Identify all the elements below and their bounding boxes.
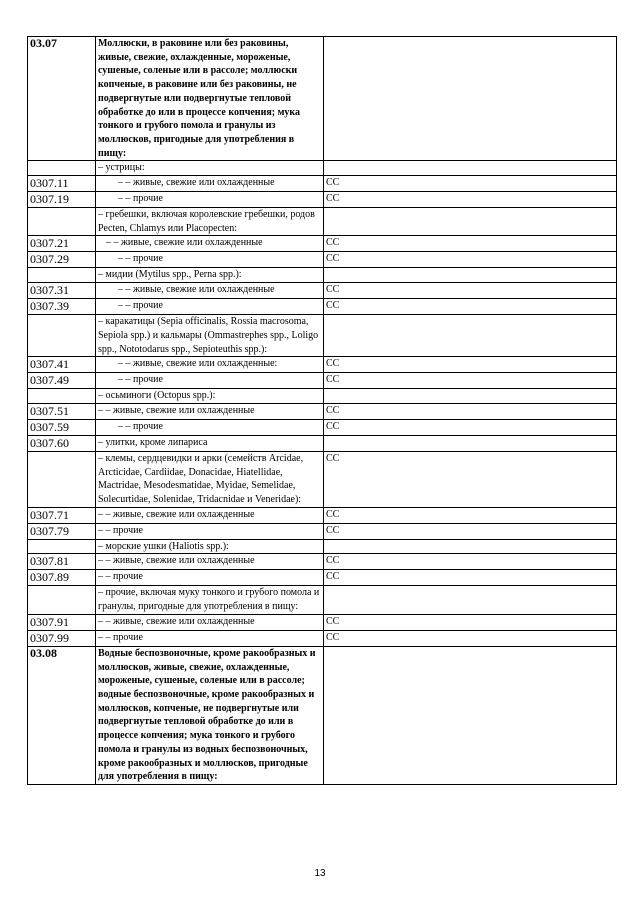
condition-cell: CC bbox=[324, 357, 617, 373]
description-cell: – – прочие bbox=[96, 570, 324, 586]
tariff-code-cell bbox=[28, 389, 96, 404]
description-cell: – – прочие bbox=[96, 252, 324, 268]
table-row bbox=[28, 539, 617, 554]
description-cell: – – живые, свежие или охлажденные bbox=[96, 507, 324, 523]
description-cell: – морские ушки (Haliotis spp.): bbox=[96, 539, 324, 554]
tariff-code-cell: 0307.71 bbox=[28, 507, 96, 523]
table-row bbox=[28, 299, 617, 315]
table-row bbox=[28, 570, 617, 586]
description-cell: Моллюски, в раковине или без раковины, живые, свежие, охлажденные, мороженые, сушеные, соленые или в рассоле; моллюски копченые, в раковине или без раковины, не подвергнутые или подвергнутые тепловой обработке до или в процессе копчения; мука тонкого и грубого помола и гранулы из моллюсков, пригодные для употребления в пищу: bbox=[96, 37, 324, 161]
table-row bbox=[28, 192, 617, 208]
description-cell: – – живые, свежие или охлажденные bbox=[96, 283, 324, 299]
table-row bbox=[28, 451, 617, 507]
description-cell: – – живые, свежие или охлажденные bbox=[96, 614, 324, 630]
description-cell: – – живые, свежие или охлажденные bbox=[96, 554, 324, 570]
tariff-code-cell: 03.08 bbox=[28, 646, 96, 784]
description-cell: – – прочие bbox=[96, 630, 324, 646]
table-row bbox=[28, 236, 617, 252]
description-cell: – прочие, включая муку тонкого и грубого помола и гранулы, пригодные для употребления в пищу: bbox=[96, 586, 324, 614]
tariff-code-cell: 0307.11 bbox=[28, 176, 96, 192]
table-row bbox=[28, 252, 617, 268]
description-cell: – гребешки, включая королевские гребешки, родов Pecten, Chlamys или Placopecten: bbox=[96, 208, 324, 236]
tariff-table-body bbox=[28, 37, 617, 785]
condition-cell: CC bbox=[324, 403, 617, 419]
condition-cell: CC bbox=[324, 283, 617, 299]
description-cell: – каракатицы (Sepia officinalis, Rossia macrosoma, Sepiola spp.) и кальмары (Ommastrephes spp., Loligo spp., Nototodarus spp., Sepioteuthis spp.): bbox=[96, 315, 324, 357]
tariff-code-cell: 0307.60 bbox=[28, 435, 96, 451]
condition-cell bbox=[324, 37, 617, 161]
table-row bbox=[28, 614, 617, 630]
tariff-code-cell: 0307.79 bbox=[28, 523, 96, 539]
description-cell: – – живые, свежие или охлажденные bbox=[96, 403, 324, 419]
description-cell: – – живые, свежие или охлажденные bbox=[96, 236, 324, 252]
description-cell: – улитки, кроме липариса bbox=[96, 435, 324, 451]
description-cell: – – прочие bbox=[96, 373, 324, 389]
table-row bbox=[28, 268, 617, 283]
condition-cell: CC bbox=[324, 554, 617, 570]
tariff-code-cell bbox=[28, 268, 96, 283]
table-row bbox=[28, 554, 617, 570]
condition-cell bbox=[324, 586, 617, 614]
condition-cell bbox=[324, 539, 617, 554]
tariff-code-cell bbox=[28, 451, 96, 507]
table-row bbox=[28, 315, 617, 357]
tariff-code-cell bbox=[28, 208, 96, 236]
tariff-code-cell: 0307.81 bbox=[28, 554, 96, 570]
table-row bbox=[28, 373, 617, 389]
table-row bbox=[28, 208, 617, 236]
condition-cell: CC bbox=[324, 192, 617, 208]
table-row bbox=[28, 419, 617, 435]
condition-cell: CC bbox=[324, 419, 617, 435]
tariff-code-cell: 0307.51 bbox=[28, 403, 96, 419]
table-row bbox=[28, 283, 617, 299]
condition-cell: CC bbox=[324, 176, 617, 192]
condition-cell bbox=[324, 208, 617, 236]
condition-cell bbox=[324, 646, 617, 784]
tariff-code-cell bbox=[28, 161, 96, 176]
condition-cell: CC bbox=[324, 614, 617, 630]
description-cell: – – живые, свежие или охлажденные: bbox=[96, 357, 324, 373]
table-row bbox=[28, 507, 617, 523]
condition-cell: CC bbox=[324, 570, 617, 586]
condition-cell: CC bbox=[324, 523, 617, 539]
table-row bbox=[28, 523, 617, 539]
tariff-code-cell: 0307.39 bbox=[28, 299, 96, 315]
tariff-code-cell: 0307.29 bbox=[28, 252, 96, 268]
condition-cell bbox=[324, 435, 617, 451]
tariff-table bbox=[27, 36, 617, 785]
table-row bbox=[28, 176, 617, 192]
tariff-code-cell: 0307.19 bbox=[28, 192, 96, 208]
condition-cell bbox=[324, 268, 617, 283]
description-cell: – мидии (Mytilus spp., Perna spp.): bbox=[96, 268, 324, 283]
description-cell: – – прочие bbox=[96, 299, 324, 315]
table-row bbox=[28, 161, 617, 176]
description-cell: – – прочие bbox=[96, 419, 324, 435]
description-cell: Водные беспозвоночные, кроме ракообразных и моллюсков, живые, свежие, охлажденные, мороженые, сушеные, соленые или в рассоле; водные беспозвоночные, кроме ракообразных и моллюсков, копченые, не подвергнутые или подвергнутые тепловой обработке до или в процессе копчения; мука тонкого и грубого помола и гранулы из водных беспозвоночных, кроме ракообразных и моллюсков, пригодные для употребления в пищу: bbox=[96, 646, 324, 784]
tariff-code-cell: 0307.99 bbox=[28, 630, 96, 646]
condition-cell bbox=[324, 161, 617, 176]
condition-cell: CC bbox=[324, 373, 617, 389]
condition-cell: CC bbox=[324, 252, 617, 268]
condition-cell: CC bbox=[324, 630, 617, 646]
tariff-code-cell: 0307.21 bbox=[28, 236, 96, 252]
table-row bbox=[28, 586, 617, 614]
table-row bbox=[28, 403, 617, 419]
page-number: 13 bbox=[314, 868, 326, 879]
description-cell: – осьминоги (Octopus spp.): bbox=[96, 389, 324, 404]
table-row bbox=[28, 357, 617, 373]
table-row bbox=[28, 630, 617, 646]
heading-row bbox=[28, 37, 617, 161]
tariff-code-cell bbox=[28, 586, 96, 614]
description-cell: – – прочие bbox=[96, 523, 324, 539]
tariff-code-cell: 0307.41 bbox=[28, 357, 96, 373]
description-cell: – – прочие bbox=[96, 192, 324, 208]
condition-cell bbox=[324, 315, 617, 357]
heading-row bbox=[28, 646, 617, 784]
tariff-code-cell: 0307.31 bbox=[28, 283, 96, 299]
tariff-code-cell bbox=[28, 539, 96, 554]
table-row bbox=[28, 435, 617, 451]
tariff-code-cell: 0307.89 bbox=[28, 570, 96, 586]
table-row bbox=[28, 389, 617, 404]
tariff-code-cell: 0307.59 bbox=[28, 419, 96, 435]
condition-cell: CC bbox=[324, 451, 617, 507]
condition-cell: CC bbox=[324, 236, 617, 252]
condition-cell bbox=[324, 389, 617, 404]
tariff-code-cell bbox=[28, 315, 96, 357]
condition-cell: CC bbox=[324, 507, 617, 523]
tariff-code-cell: 03.07 bbox=[28, 37, 96, 161]
tariff-code-cell: 0307.91 bbox=[28, 614, 96, 630]
description-cell: – устрицы: bbox=[96, 161, 324, 176]
tariff-code-cell: 0307.49 bbox=[28, 373, 96, 389]
description-cell: – – живые, свежие или охлажденные bbox=[96, 176, 324, 192]
condition-cell: CC bbox=[324, 299, 617, 315]
description-cell: – клемы, сердцевидки и арки (семейств Arcidae, Arcticidae, Cardiidae, Donacidae, Hiatellidae, Mactridae, Mesodesmatidae, Myidae, Semelidae, Solecurtidae, Solenidae, Tridacnidae и Veneridae): bbox=[96, 451, 324, 507]
